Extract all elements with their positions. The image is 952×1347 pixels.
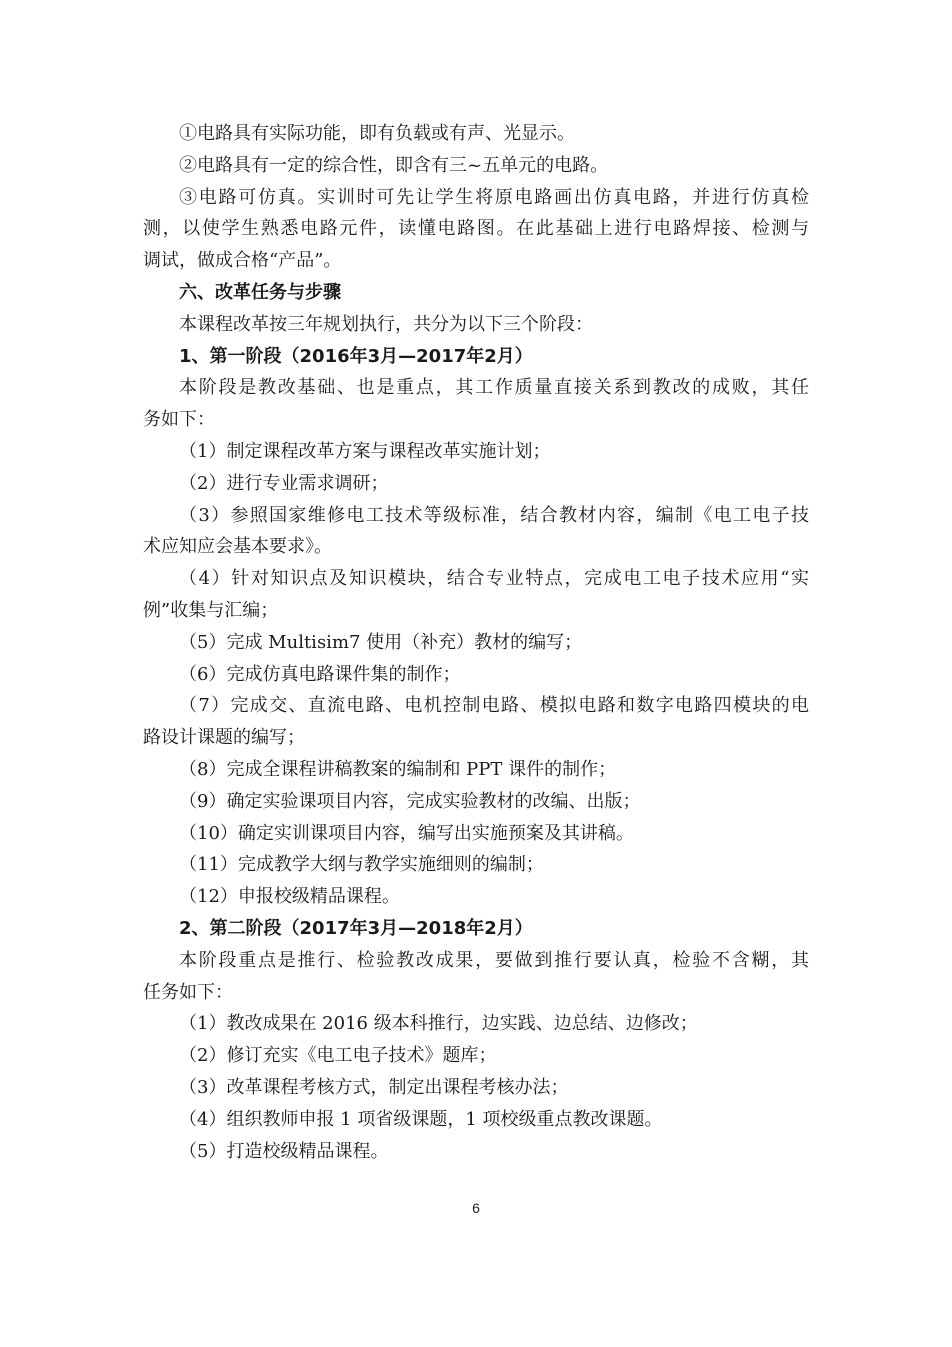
text-line: （4）针对知识点及知识模块，结合专业特点，完成电工电子技术应用“实 <box>179 568 809 590</box>
text-line: ③电路可仿真。实训时可先让学生将原电路画出仿真电路，并进行仿真检 <box>179 186 809 208</box>
text-line: 测，以使学生熟悉电路元件，读懂电路图。在此基础上进行电路焊接、检测与 <box>143 218 809 240</box>
text-line: （8）完成全课程讲稿教案的编制和 PPT 课件的制作； <box>179 758 617 780</box>
text-line: 务如下： <box>143 409 215 431</box>
section-heading: 六、改革任务与步骤 <box>179 281 341 303</box>
text-line: （2）修订充实《电工电子技术》题库； <box>179 1045 497 1067</box>
text-line: （2）进行专业需求调研； <box>179 472 389 494</box>
text-line: 术应知应会基本要求》。 <box>143 536 332 558</box>
text-line: （3）改革课程考核方式，制定出课程考核办法； <box>179 1076 569 1098</box>
text-line: 任务如下： <box>143 981 233 1003</box>
text-line: 本课程改革按三年规划执行，共分为以下三个阶段： <box>179 313 593 335</box>
text-line: （7）完成交、直流电路、电机控制电路、模拟电路和数字电路四模块的电 <box>179 695 809 717</box>
section-heading: 2、第二阶段（2017年3月—2018年2月） <box>179 917 533 939</box>
text-line: （1）教改成果在 2016 级本科推行，边实践、边总结、边修改； <box>179 1013 698 1035</box>
text-line: （11）完成教学大纲与教学实施细则的编制； <box>179 854 544 876</box>
document-body <box>143 118 809 1167</box>
text-line: （10）确定实训课项目内容，编写出实施预案及其讲稿。 <box>179 822 634 844</box>
text-line: （6）完成仿真电路课件集的制作； <box>179 663 461 685</box>
text-line: （5）打造校级精品课程。 <box>179 1140 389 1162</box>
text-line: ①电路具有实际功能，即有负载或有声、光显示。 <box>179 123 575 144</box>
text-line: 例”收集与汇编； <box>143 599 279 621</box>
text-line: 路设计课题的编写； <box>143 727 305 749</box>
page-number: 6 <box>472 1200 480 1216</box>
text-line: ②电路具有一定的综合性，即含有三~五单元的电路。 <box>179 154 609 176</box>
text-line: （5）完成 Multisim7 使用（补充）教材的编写； <box>179 631 583 653</box>
text-line: （12）申报校级精品课程。 <box>179 886 400 908</box>
text-line: 本阶段重点是推行、检验教改成果，要做到推行要认真，检验不含糊，其 <box>179 949 809 971</box>
text-line: 调试，做成合格“产品”。 <box>143 250 342 272</box>
text-line: （9）确定实验课项目内容，完成实验教材的改编、出版； <box>179 790 641 812</box>
text-line: （1）制定课程改革方案与课程改革实施计划； <box>179 440 551 462</box>
text-line: 本阶段是教改基础、也是重点，其工作质量直接关系到教改的成败，其任 <box>179 377 809 399</box>
text-line: （3）参照国家维修电工技术等级标准，结合教材内容，编制《电工电子技 <box>179 504 809 526</box>
text-line: （4）组织教师申报 1 项省级课题，1 项校级重点教改课题。 <box>179 1108 663 1130</box>
section-heading: 1、第一阶段（2016年3月—2017年2月） <box>179 345 533 367</box>
